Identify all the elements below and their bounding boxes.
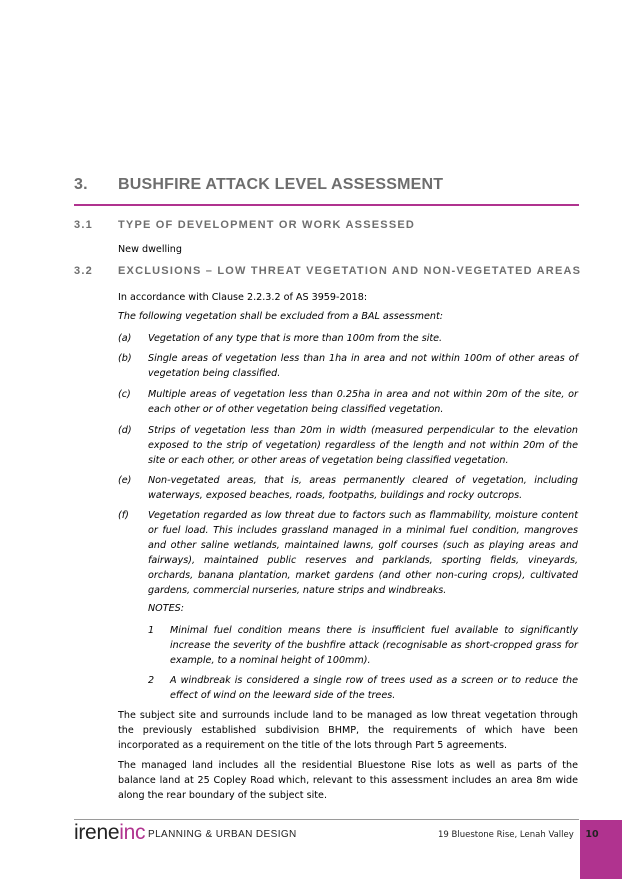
item-text: Strips of vegetation less than 20m in width (measured perpendicular to the elevation exposed to the strip of vegetation) regardless of the length and not within 20m of the site or each other, or other areas of vegetation being classified vegetation.: [148, 425, 578, 466]
section-title: [74, 176, 443, 194]
exclusion-lead: The following vegetation shall be excluded from a BAL assessment:: [118, 311, 443, 322]
note-text: A windbreak is considered a single row of trees used as a screen or to reduce the effect of wind on the leeward side of the trees.: [170, 675, 578, 701]
note-1: [148, 623, 578, 668]
notes-heading-text: NOTES:: [148, 603, 184, 614]
exclusion-item-f: [118, 508, 578, 598]
footer-divider: [74, 819, 579, 820]
page-number: 10: [585, 829, 599, 840]
subsection-number: 3.2: [74, 265, 93, 277]
subsection-heading-3-1: [74, 219, 415, 231]
note-2: [148, 673, 578, 703]
note-text: Minimal fuel condition means there is insufficient fuel available to significantly increase the severity of the bushfire attack (recognisable as short-cropped grass for example, to a nominal height of 100mm).: [170, 625, 578, 666]
item-label: (e): [118, 475, 132, 486]
item-text: Non-vegetated areas, that is, areas permanently cleared of vegetation, including waterways, exposed beaches, roads, footpaths, buildings and rocky outcrops.: [148, 475, 578, 501]
exclusion-item-e: [118, 473, 578, 503]
page-number-tab: [580, 820, 622, 879]
exclusion-item-d: [118, 423, 578, 468]
item-text: Single areas of vegetation less than 1ha in area and not within 100m of other areas of vegetation being classified.: [148, 353, 578, 379]
item-text: Vegetation regarded as low threat due to factors such as flammability, moisture content or fuel load. This includes grassland managed in a minimal fuel condition, mangroves and other saline wetlands, maintained lawns, golf courses (such as playing areas and fairways), maintained public reserves and parklands, sporting fields, vineyards, orchards, banana plantation, market gardens (and other non-curing crops), cultivated gardens, commercial nurseries, nature strips and windbreaks.: [148, 510, 578, 596]
item-label: (b): [118, 353, 132, 364]
section-number: 3.: [74, 176, 88, 193]
logo-text-inc: inc: [119, 821, 146, 844]
item-label: (c): [118, 389, 131, 400]
exclusion-item-b: [118, 351, 578, 381]
subsection-heading-3-2: [74, 265, 581, 277]
managed-land-detail-paragraph: The managed land includes all the residential Bluestone Rise lots as well as parts of the balance land at 25 Copley Road which, relevant to this assessment includes an area 8m wide along the rear boundary of the subject site.: [118, 760, 578, 801]
clause-intro: In accordance with Clause 2.2.3.2 of AS 3959-2018:: [118, 292, 368, 303]
company-logo: [74, 821, 145, 845]
item-label: (a): [118, 333, 132, 344]
development-type-text: New dwelling: [118, 244, 182, 255]
subsection-number: 3.1: [74, 219, 93, 231]
logo-text-irene: irene: [74, 821, 120, 844]
logo-tagline: PLANNING & URBAN DESIGN: [148, 829, 297, 840]
footer-address: 19 Bluestone Rise, Lenah Valley: [438, 830, 574, 840]
item-text: Multiple areas of vegetation less than 0.25ha in area and not within 20m of the site, or each other or of other vegetation being classified vegetation.: [148, 389, 578, 415]
subsection-title: EXCLUSIONS – LOW THREAT VEGETATION AND NON-VEGETATED AREAS: [118, 265, 582, 277]
exclusion-item-a: [118, 331, 578, 346]
note-label: 2: [148, 675, 155, 686]
item-label: (f): [118, 510, 129, 521]
managed-land-paragraph: The subject site and surrounds include land to be managed as low threat vegetation through the previously established subdivision BHMP, the requirements of which have been incorporated as a requirement on the title of the lots through Part 5 agreements.: [118, 710, 578, 751]
notes-heading: [148, 601, 578, 616]
subsection-title: TYPE OF DEVELOPMENT OR WORK ASSESSED: [118, 219, 416, 231]
exclusion-item-c: [118, 387, 578, 417]
section-divider: [74, 204, 579, 206]
section-title-text: BUSHFIRE ATTACK LEVEL ASSESSMENT: [118, 176, 444, 193]
item-label: (d): [118, 425, 132, 436]
item-text: Vegetation of any type that is more than 100m from the site.: [148, 333, 443, 344]
note-label: 1: [148, 625, 155, 636]
